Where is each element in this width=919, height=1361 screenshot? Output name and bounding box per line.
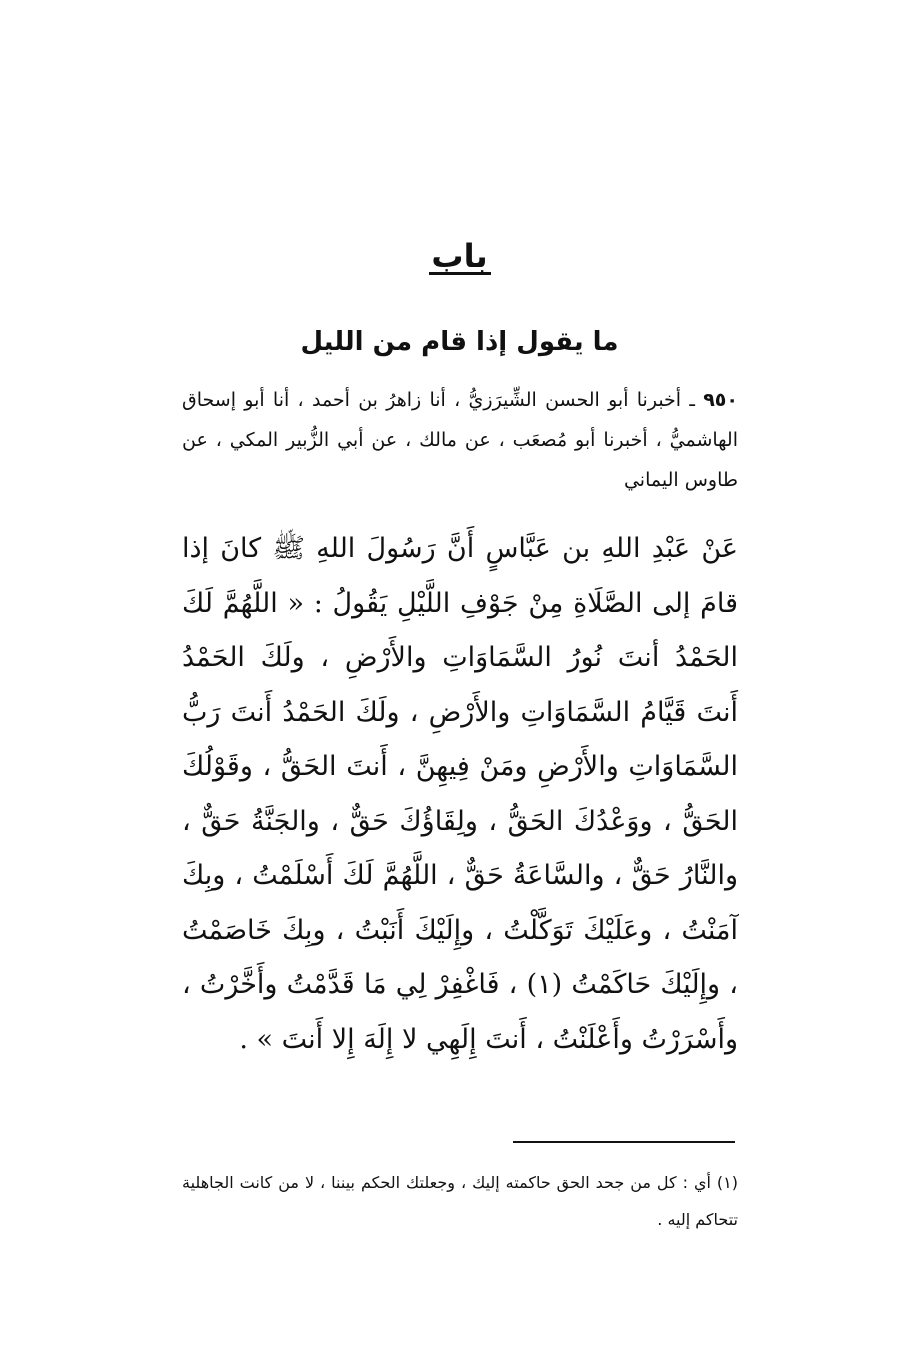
chapter-title: ما يقول إذا قام من الليل	[300, 327, 619, 357]
hadith-matn: عَنْ عَبْدِ اللهِ بن عَبَّاسٍ أَنَّ رَسُولَ اللهِ ﷺ كانَ إذا قامَ إلى الصَّلَاةِ مِنْ جَوْفِ اللَّيْلِ يَقُولُ : « اللَّهُمَّ لَكَ الحَمْدُ أنتَ نُورُ السَّمَاوَاتِ والأَرْضِ ، ولَكَ الحَمْدُ أَنتَ قَيَّامُ السَّمَاوَاتِ والأَرْضِ ، ولَكَ الحَمْدُ أَنتَ رَبُّ السَّمَاوَاتِ والأَرْضِ ومَنْ فِيهِنَّ ، أَنتَ الحَقُّ ، وقَوْلُكَ الحَقُّ ، ووَعْدُكَ الحَقُّ ، ولِقَاؤُكَ حَقٌّ ، والجَنَّةُ حَقٌّ ، والنَّارُ حَقٌّ ، والسَّاعَةُ حَقٌّ ، اللَّهُمَّ لَكَ أَسْلَمْتُ ، وبِكَ آمَنْتُ ، وعَلَيْكَ تَوَكَّلْتُ ، وإِلَيْكَ أَنَبْتُ ، وبِكَ خَاصَمْتُ ، وإِلَيْكَ حَاكَمْتُ (١) ، فَاغْفِرْ لِي مَا قَدَّمْتُ وأَخَّرْتُ ، وأَسْرَرْتُ وأَعْلَنْتُ ، أَنتَ إِلَهِي لا إِلَهَ إِلا أَنتَ » .	[182, 533, 738, 1055]
footnote: (١) أي : كل من جحد الحق حاكمته إليك ، وجعلتك الحكم بيننا ، لا من كانت الجاهلية تتحاكم إليه .	[182, 1173, 738, 1229]
chapter-heading	[0, 232, 919, 275]
hadith-number: ٩٥٠	[703, 389, 738, 411]
hadith-isnad	[182, 380, 738, 500]
footnote-divider	[513, 1141, 735, 1143]
chapter-word: باب	[431, 237, 488, 275]
isnad-text: ـ أخبرنا أبو الحسن الشِّيرَزيُّ ، أنا زاهرُ بن أحمد ، أنا أبو إسحاق الهاشميُّ ، أخبرنا أبو مُصعَب ، عن مالك ، عن أبي الزُّبير المكي ، عن طاوس اليماني	[182, 389, 738, 491]
